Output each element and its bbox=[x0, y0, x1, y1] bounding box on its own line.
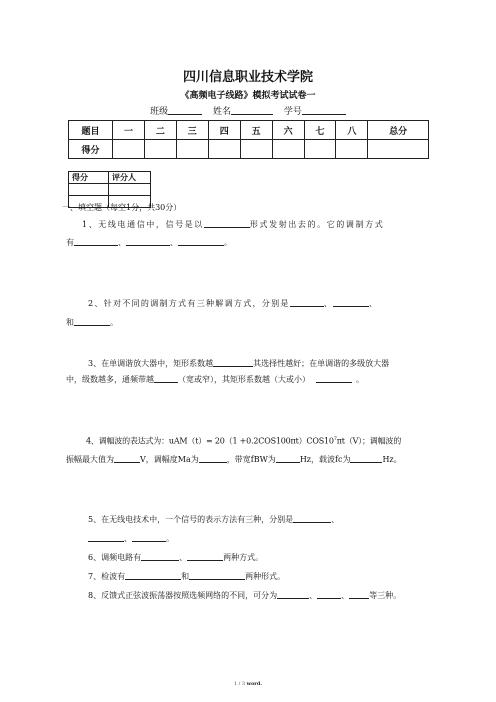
score-cell[interactable] bbox=[240, 140, 272, 159]
score-table-cell: 总分 bbox=[368, 121, 429, 140]
q1-blank-3[interactable] bbox=[126, 237, 170, 246]
q2-blank-2[interactable] bbox=[333, 298, 369, 307]
score-table-cell: 二 bbox=[144, 121, 176, 140]
q5-text: 、 bbox=[331, 515, 340, 524]
question-1-line-2 bbox=[66, 235, 232, 250]
q5-text: 5、在无线电技术中，一个信号的表示方法有三种，分别是 bbox=[88, 515, 294, 524]
q6-text: 、 bbox=[179, 553, 188, 562]
q1-text: 、 bbox=[118, 238, 126, 247]
name-label: 姓名 bbox=[212, 107, 231, 117]
q4-blank-3[interactable] bbox=[276, 454, 300, 463]
page-footer bbox=[0, 681, 496, 687]
q2-text: 。 bbox=[110, 318, 118, 327]
question-5-line-1 bbox=[88, 512, 339, 527]
score-table-cell: 六 bbox=[272, 121, 304, 140]
q5-blank-2[interactable] bbox=[88, 533, 124, 542]
q4-text: Hz，载波fc为 bbox=[299, 455, 351, 464]
q3-blank-3[interactable] bbox=[316, 374, 352, 383]
q8-text: 、 bbox=[341, 591, 350, 600]
q5-blank-1[interactable] bbox=[293, 514, 331, 523]
q1-text: 。 bbox=[224, 238, 232, 247]
score-cell[interactable] bbox=[113, 140, 145, 159]
class-label: 班级 bbox=[150, 107, 169, 117]
question-2-line-1 bbox=[88, 296, 378, 311]
q6-text: 6、调频电路有 bbox=[88, 553, 142, 562]
score-table-cell: 一 bbox=[113, 121, 145, 140]
q2-blank-1[interactable] bbox=[290, 298, 324, 307]
q7-text: 7、检波有 bbox=[88, 572, 126, 581]
q8-text: 8、反馈式正弦波振荡器按照选频网络的不同，可分为 bbox=[88, 591, 278, 600]
q4-text: V，调幅度Ma为 bbox=[140, 455, 199, 464]
q3-text: 3、在单调谐放大器中，矩形系数越 bbox=[88, 359, 214, 368]
q3-blank-1[interactable] bbox=[213, 358, 253, 367]
question-4-line-1 bbox=[86, 432, 401, 449]
question-8 bbox=[88, 588, 401, 603]
question-6 bbox=[88, 550, 263, 565]
footer-brand: word. bbox=[246, 681, 263, 687]
class-field[interactable] bbox=[168, 105, 202, 115]
score-table-header-row bbox=[69, 121, 429, 140]
student-info-line bbox=[0, 104, 496, 117]
question-2-line-2 bbox=[66, 315, 118, 330]
score-table bbox=[68, 120, 429, 159]
q5-text: 、 bbox=[124, 534, 132, 543]
grader-name-label: 评分人 bbox=[109, 172, 151, 184]
q8-text: 等三种。 bbox=[369, 591, 402, 600]
grader-name-cell[interactable] bbox=[109, 184, 151, 196]
q2-text: 、 bbox=[369, 299, 379, 308]
exam-title: 《高频电子线路》模拟考试试卷一 bbox=[180, 91, 316, 101]
q6-blank-2[interactable] bbox=[187, 552, 223, 561]
q4-exponent: 7 bbox=[333, 436, 337, 442]
q6-text: 两种方式。 bbox=[223, 553, 264, 562]
q4-blank-4[interactable] bbox=[350, 454, 382, 463]
q7-text: 两种形式。 bbox=[245, 572, 286, 581]
score-cell[interactable] bbox=[336, 140, 368, 159]
score-cell[interactable] bbox=[304, 140, 336, 159]
question-1-line-1 bbox=[82, 217, 430, 232]
q1-text: 有 bbox=[66, 238, 74, 247]
score-table-cell: 八 bbox=[336, 121, 368, 140]
grader-score-label: 得分 bbox=[69, 172, 109, 184]
q7-blank-2[interactable] bbox=[189, 571, 245, 580]
name-field[interactable] bbox=[231, 105, 273, 115]
q2-text: 2、针对不同的调制方式有三种解调方式，分别是 bbox=[88, 299, 290, 308]
q8-blank-1[interactable] bbox=[277, 590, 309, 599]
id-label: 学号 bbox=[283, 107, 302, 117]
q8-blank-2[interactable] bbox=[317, 590, 341, 599]
score-table-cell: 四 bbox=[208, 121, 240, 140]
score-table-cell: 三 bbox=[176, 121, 208, 140]
score-cell[interactable] bbox=[368, 140, 429, 159]
q4-blank-2[interactable] bbox=[199, 454, 227, 463]
q6-blank-1[interactable] bbox=[141, 552, 179, 561]
q4-text: Hz。 bbox=[382, 455, 402, 464]
q4-text: 4、调幅波的表达式为：uAM（t）= 20（1 +0.2COS100πt）COS10 bbox=[86, 436, 334, 446]
q3-text: （宽或窄），其矩形系数越（大或小） bbox=[178, 375, 310, 384]
q2-text: 和 bbox=[66, 318, 74, 327]
q3-text: 。 bbox=[356, 375, 364, 384]
q1-text: 1、无线电通信中，信号是以 bbox=[82, 220, 204, 229]
q4-text: πt（V）；调幅波的 bbox=[336, 436, 401, 446]
question-3-line-1 bbox=[88, 356, 389, 371]
question-5-line-2 bbox=[88, 531, 174, 546]
page-number: 1 / 3 bbox=[233, 681, 246, 687]
q1-text: 、 bbox=[170, 238, 178, 247]
score-cell[interactable] bbox=[144, 140, 176, 159]
score-cell[interactable] bbox=[176, 140, 208, 159]
q1-blank-2[interactable] bbox=[74, 237, 118, 246]
score-table-cell: 五 bbox=[240, 121, 272, 140]
q7-text: 和 bbox=[181, 572, 190, 581]
question-3-line-2 bbox=[66, 372, 364, 387]
section-heading: 一、填空题（每空1分，共30分） bbox=[62, 203, 182, 212]
q4-text: 振幅最大值为 bbox=[66, 455, 114, 464]
school-title: 四川信息职业技术学院 bbox=[182, 70, 313, 85]
score-row-label: 得分 bbox=[69, 140, 113, 159]
q1-text: 形式发射出去的。它的调制方式 bbox=[249, 220, 385, 229]
q8-text: 、 bbox=[309, 591, 318, 600]
question-4-line-2 bbox=[66, 452, 402, 467]
question-7 bbox=[88, 569, 285, 584]
score-table-cell: 七 bbox=[304, 121, 336, 140]
q1-blank-4[interactable] bbox=[178, 237, 224, 246]
grader-score-cell[interactable] bbox=[69, 184, 109, 196]
q7-blank-1[interactable] bbox=[125, 571, 181, 580]
q4-text: ，带宽fBW为 bbox=[226, 455, 276, 464]
q3-blank-2[interactable] bbox=[154, 374, 178, 383]
q4-blank-1[interactable] bbox=[114, 454, 140, 463]
q5-blank-3[interactable] bbox=[132, 533, 166, 542]
score-table-score-row bbox=[69, 140, 429, 159]
q5-text: 。 bbox=[166, 534, 174, 543]
score-table-cell: 题目 bbox=[69, 121, 113, 140]
score-cell[interactable] bbox=[272, 140, 304, 159]
q2-blank-3[interactable] bbox=[74, 317, 110, 326]
q8-blank-3[interactable] bbox=[349, 590, 369, 599]
q2-text: 、 bbox=[323, 299, 333, 308]
q1-blank-1[interactable] bbox=[204, 219, 250, 228]
score-cell[interactable] bbox=[208, 140, 240, 159]
q3-text: 其选择性越好；在单调谐的多级放大器 bbox=[253, 359, 390, 368]
q3-text: 中，级数越多，通频带越 bbox=[66, 375, 154, 384]
id-field[interactable] bbox=[302, 105, 346, 115]
